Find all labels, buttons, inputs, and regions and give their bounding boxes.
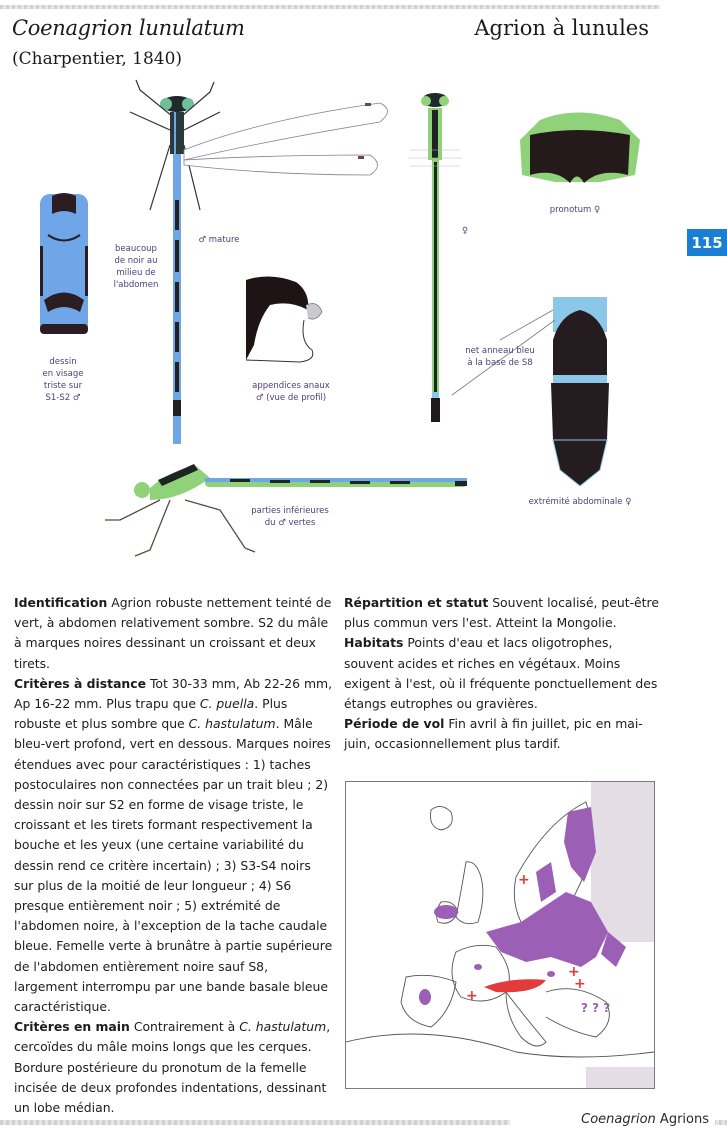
species-author: (Charpentier, 1840) — [12, 49, 183, 69]
label-abdomen-tip: extrémité abdominale ♀ — [528, 497, 632, 507]
anal-appendages-illustration — [246, 276, 322, 362]
hand-criteria-paragraph: Critères en main Contrairement à C. hastulatum, cercoïdes du mâle moins longs que les cerques. Bordure postérieure du pronotum de la femelle incisée de deux profondes indentations, dessinant un lobe médian. — [14, 1019, 331, 1116]
habitats-paragraph: Habitats Points d'eau et lacs oligotrophes, souvent acides et riches en végétaux. Moins exigent à l'est, où il fréquente ponctuellement des étangs eutrophes ou gravières. — [344, 635, 658, 712]
label-female: ♀ — [461, 226, 469, 236]
female-dorsal-illustration — [408, 93, 462, 422]
label-underside: parties inférieures du ♂ vertes — [251, 506, 329, 528]
identification-paragraph: Identification Agrion robuste nettement teinté de vert, à abdomen relativement sombre. S2 du mâle à marques noires dessinant un croissant et deux tirets. — [14, 595, 332, 671]
scientific-name: Coenagrion lunulatum — [12, 16, 245, 40]
label-pronotum: pronotum ♀ — [549, 205, 601, 215]
footer-decorative-band-left — [0, 1120, 510, 1125]
distribution-map — [345, 781, 655, 1089]
flight-period-paragraph: Période de vol Fin avril à fin juillet, pic en mai-juin, occasionnellement plus tardif. — [344, 716, 643, 752]
svg-text:+: + — [574, 976, 586, 992]
svg-text:+: + — [466, 988, 478, 1004]
s8-ring-pointer-line — [500, 310, 553, 340]
female-abdomen-tip-illustration — [452, 297, 609, 486]
label-anal-appendages: appendices anaux ♂ (vue de profil) — [252, 381, 330, 403]
label-abdomen-middle: beaucoup de noir au milieu de l'abdomen — [113, 244, 159, 290]
svg-text:+: + — [518, 872, 530, 888]
label-s8-ring: net anneau bleu à la base de S8 — [465, 346, 535, 368]
page-number-tab: 115 — [687, 229, 727, 256]
right-text-column — [344, 593, 664, 755]
label-s1s2-pattern: dessin en visage triste sur S1-S2 ♂ — [42, 357, 84, 403]
distribution-paragraph: Répartition et statut Souvent localisé, peut-être plus commun vers l'est. Atteint la Mongolie. — [344, 595, 659, 631]
uncertain-markers: ? ? ? — [581, 1001, 611, 1015]
s1s2-segment-illustration — [40, 193, 88, 334]
left-text-column — [14, 593, 334, 1118]
running-footer: Coenagrion Agrions — [575, 1112, 715, 1127]
label-male-mature: ♂ mature — [198, 235, 240, 245]
pronotum-illustration — [520, 113, 640, 184]
header-decorative-band — [0, 5, 660, 9]
distance-criteria-paragraph: Critères à distance Tot 30-33 mm, Ab 22-26 mm, Ap 16-22 mm. Plus trapu que C. puella. Plus robuste et plus sombre que C. hastulatum. Mâle bleu-vert profond, vert en dessous. Marques noires étendues avec pour caractéristiques : 1) taches postoculaires non connectées par un trait bleu ; 2) dessin noir sur S2 en forme de visage triste, le croissant et les tirets formant respectivement la bouche et les yeux (une certaine variabilité du dessin rend ce critère incertain) ; 3) S3-S4 noirs sur plus de la moitié de leur longueur ; 4) S6 presque entièrement noir ; 5) extrémité de l'abdomen noire, à l'exception de la tache caudale bleue. Femelle verte à brunâtre à partie supérieure de l'abdomen entièrement noire sauf S8, largement interrompu par une bande basale bleue caractéristique. — [14, 675, 333, 1015]
svg-text:+: + — [568, 964, 580, 980]
europe-map-graphic — [346, 782, 654, 1088]
common-name: Agrion à lunules — [474, 16, 649, 40]
